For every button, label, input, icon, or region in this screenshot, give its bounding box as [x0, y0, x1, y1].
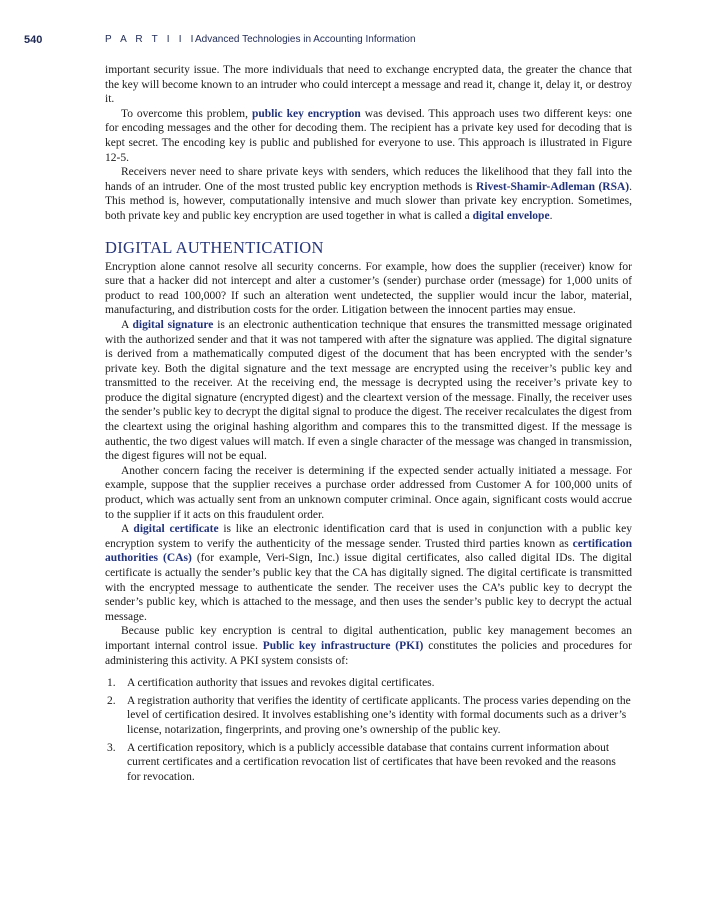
- paragraph-rsa: [105, 165, 632, 223]
- list-text: A registration authority that verifies the identity of certificate applicants. The process varies depending on the level of certification desired. It involves establishing one’s identity with formal documents such as a driver’s license, notarization, fingerprints, and proving one’s ownership of the public key.: [127, 694, 631, 736]
- key-term-digital-envelope: digital envelope: [472, 209, 550, 222]
- list-text: A certification authority that issues and revokes digital certificates.: [127, 677, 435, 690]
- key-term-rsa: Rivest-Shamir-Adleman (RSA): [476, 180, 630, 193]
- text: .: [549, 209, 553, 222]
- page-body: [105, 63, 632, 787]
- text: A: [121, 318, 133, 331]
- paragraph-public-key: [105, 107, 632, 165]
- paragraph-sender-concern: Another concern facing the receiver is determining if the expected sender actually initiated a message. For example, suppose that the supplier receives a purchase order addressed from Customer A for 100,000 units of product, which was actually sent from an unknown computer criminal. Once again, significant costs would accrue to the supplier if it acts on this fraudulent order.: [105, 464, 632, 521]
- text: Because public key encryption is central to digital authentication, public key management becomes an important internal control issue.: [105, 625, 632, 652]
- text: was devised. This approach uses two different keys: one for encoding messages and the other for decoding them. The recipient has a private key used for decoding that is kept secret. The encoding key is public and published for everyone to use. This approach is illustrated in Figure 12-5.: [105, 107, 632, 164]
- part-title: Advanced Technologies in Accounting Information: [195, 34, 416, 45]
- key-term-pki: Public key infrastructure (PKI): [262, 639, 424, 652]
- key-term-public-key-encryption: public key encryption: [251, 107, 361, 120]
- paragraph-pki: [105, 624, 632, 668]
- paragraph-1: important security issue. The more individuals that need to exchange encrypted data, the greater the chance that the key will become known to an intruder who could intercept a message and read it, change it, delay it, or destroy it.: [105, 64, 632, 106]
- list-number: 1.: [107, 677, 116, 690]
- paragraph-digital-signature: [105, 318, 632, 464]
- list-number: 3.: [107, 741, 116, 754]
- list-item: [105, 694, 632, 738]
- key-term-digital-signature: digital signature: [132, 318, 214, 331]
- part-label: P A R T I I I: [105, 34, 197, 45]
- paragraph-digital-certificate: [105, 522, 632, 624]
- key-term-digital-certificate: digital certificate: [133, 523, 219, 536]
- text: . This method is, however, computationally intensive and much slower than private key encryption. Sometimes, both private key and public key encryption are used together in what is called a: [105, 180, 633, 222]
- list-item: [105, 741, 632, 785]
- page-number: 540: [24, 34, 43, 46]
- list-number: 2.: [107, 694, 116, 707]
- text: A: [121, 523, 134, 536]
- pki-components-list: [105, 676, 632, 784]
- paragraph-encryption-concerns: Encryption alone cannot resolve all security concerns. For example, how does the supplier (receiver) know for sure that a hacker did not intercept and alter a customer’s (sender) purchase order (message) for 1,000 units of product to read 100,000? If such an alteration went undetected, the supplier would incur the labor, material, manufacturing, and distribution costs for the order. Litigation between the innocent parties may ensue.: [105, 260, 632, 317]
- running-header: [0, 34, 719, 50]
- text: To overcome this problem,: [121, 107, 252, 120]
- key-term-certification-authorities: certification authorities (CAs): [105, 537, 632, 565]
- text: Receivers never need to share private keys with senders, which reduces the likelihood that they fall into the hands of an intruder. One of the most trusted public key encryption methods is: [105, 166, 632, 193]
- text: is an electronic authentication technique that ensures the transmitted message originated with the authorized sender and that it was not tampered with after the signature was applied. The digital signature is derived from a mathematically computed digest of the document that has been encrypted with the sender’s private key. Both the digital signature and the text message are encrypted using the receiver’s public key and transmitted to the receiver. At the receiving end, the message is decrypted using the receiver’s private key to produce the digital signature (encrypted digest) and the cleartext version of the message. Finally, the receiver uses the sender’s public key to decrypt the digital signal to produce the digest. The receiver recalculates the digest from the cleartext using the original hashing algorithm and compares this to the transmitted digest. If the message is authentic, the two digest values will match. If even a single character of the message was changed in transmission, the digest figures will not be equal.: [105, 318, 633, 463]
- text: constitutes the policies and procedures for administering this activity. A PKI system consists of:: [105, 639, 633, 667]
- list-item: [105, 676, 632, 691]
- text: is like an electronic identification card that is used in conjunction with a public key encryption system to verify the authenticity of the message sender. Trusted third parties known as: [105, 523, 633, 550]
- list-text: A certification repository, which is a publicly accessible database that contains current information about current certificates and a certification revocation list of certificates that have been revoked and the reasons for revocation.: [127, 741, 616, 783]
- section-heading: DIGITAL AUTHENTICATION: [105, 237, 324, 257]
- text: (for example, Veri-Sign, Inc.) issue digital certificates, also called digital IDs. The digital certificate is actually the sender’s public key that the CA has digitally signed. The digital certificate is transmitted with the encrypted message to authenticate the sender. The receiver uses the CA’s public key to decrypt the sender’s public key, which is attached to the message, and then uses the sender’s public key to decrypt the actual message.: [105, 552, 632, 623]
